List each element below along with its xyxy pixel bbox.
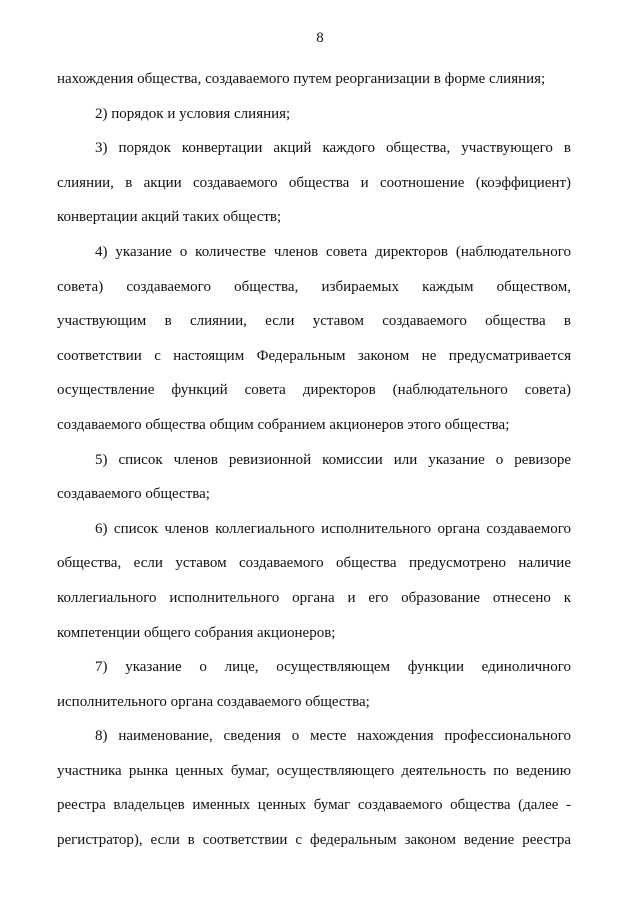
text-line: осуществление функций совета директоров (наблюдательного совета) — [57, 382, 571, 399]
list-item-3 — [57, 131, 571, 235]
text-line: совета) создаваемого общества, избираемых каждым обществом, — [57, 278, 571, 295]
text-line: регистратор), если в соответствии с федеральным законом ведение реестра — [57, 832, 571, 849]
text-line: 2) порядок и условия слияния; — [95, 105, 291, 122]
list-item-6 — [57, 512, 571, 650]
text-line: 4) указание о количестве членов совета директоров (наблюдательного — [95, 243, 571, 260]
text-line: компетенции общего собрания акционеров; — [57, 624, 336, 641]
text-line: коллегиального исполнительного органа и его образование отнесено к — [57, 589, 571, 606]
list-item-8 — [57, 719, 571, 857]
list-item-5 — [57, 443, 571, 512]
document-body — [57, 62, 571, 858]
text-line: реестра владельцев именных ценных бумаг создаваемого общества (далее - — [57, 797, 571, 814]
text-line: 8) наименование, сведения о месте нахождения профессионального — [95, 728, 571, 745]
text-line: 7) указание о лице, осуществляющем функции единоличного — [95, 659, 571, 676]
text-line: 3) порядок конвертации акций каждого общества, участвующего в — [95, 140, 571, 157]
text-line: участвующим в слиянии, если уставом создаваемого общества в — [57, 313, 571, 330]
list-item-4 — [57, 235, 571, 443]
text-line: конвертации акций таких обществ; — [57, 209, 282, 226]
text-line: слиянии, в акции создаваемого общества и соотношение (коэффициент) — [57, 174, 571, 191]
list-item-2 — [57, 97, 571, 132]
text-line: 6) список членов коллегиального исполнительного органа создаваемого — [95, 520, 571, 537]
paragraph-continuation — [57, 62, 571, 97]
text-line: создаваемого общества; — [57, 486, 210, 503]
text-line: исполнительного органа создаваемого общества; — [57, 693, 370, 710]
text-line: общества, если уставом создаваемого общества предусмотрено наличие — [57, 555, 571, 572]
list-item-7 — [57, 650, 571, 719]
text-line: создаваемого общества общим собранием акционеров этого общества; — [57, 416, 510, 433]
text-line: нахождения общества, создаваемого путем реорганизации в форме слияния; — [57, 71, 546, 87]
text-line: соответствии с настоящим Федеральным законом не предусматривается — [57, 347, 571, 364]
page-number: 8 — [316, 30, 324, 46]
text-line: 5) список членов ревизионной комиссии или указание о ревизоре — [95, 451, 571, 468]
text-line: участника рынка ценных бумаг, осуществляющего деятельность по ведению — [57, 762, 571, 779]
